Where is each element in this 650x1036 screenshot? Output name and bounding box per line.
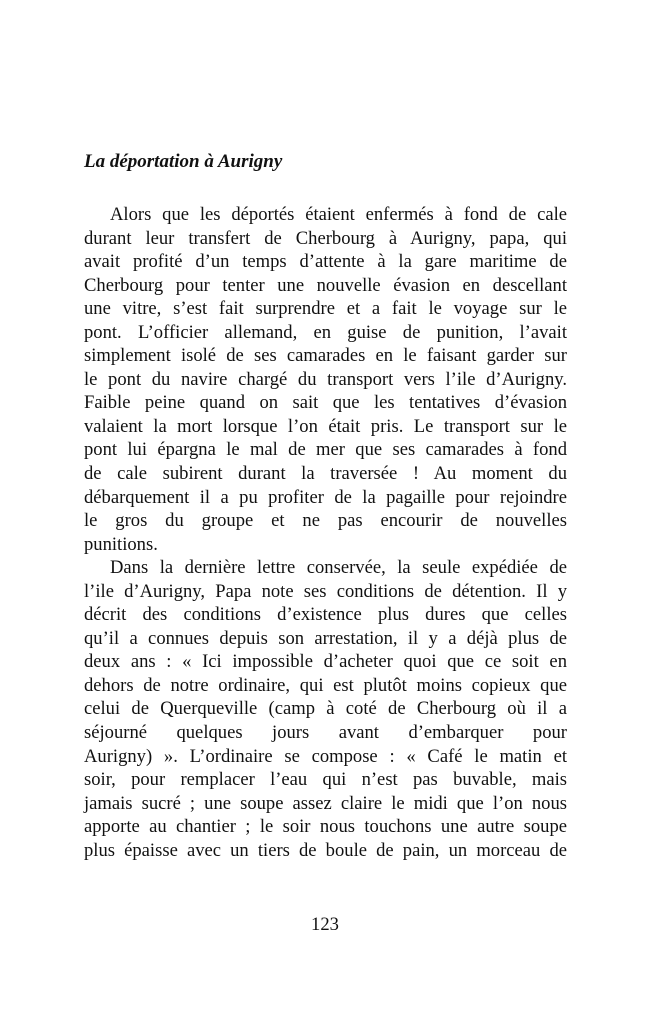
text-line: plus épaisse avec un tiers de boule de pain, un morceau de bbox=[84, 839, 567, 861]
text-line: apporte au chantier ; le soir nous touchons une autre soupe bbox=[84, 816, 567, 838]
text-line: pont. L’officier allemand, en guise de punition, l’avait bbox=[84, 321, 567, 343]
text-line: l’ile d’Aurigny, Papa note ses conditions de détention. Il y bbox=[84, 580, 567, 602]
body-text bbox=[84, 203, 567, 862]
text-line: Faible peine quand on sait que les tentatives d’évasion bbox=[84, 392, 567, 414]
text-line: qu’il a connues depuis son arrestation, il y a déjà plus de bbox=[84, 627, 567, 649]
text-line: décrit des conditions d’existence plus dures que celles bbox=[84, 604, 567, 626]
text-line: le gros du groupe et ne pas encourir de nouvelles bbox=[84, 510, 567, 532]
text-line: séjourné quelques jours avant d’embarquer pour bbox=[84, 722, 567, 744]
text-line: celui de Querqueville (camp à coté de Cherbourg où il a bbox=[84, 698, 567, 720]
text-line: punitions. bbox=[84, 533, 158, 555]
text-line: Aurigny) ». L’ordinaire se compose : « Café le matin et bbox=[84, 745, 567, 767]
text-line: Dans la dernière lettre conservée, la seule expédiée de bbox=[110, 557, 567, 579]
text-line: deux ans : « Ici impossible d’acheter quoi que ce soit en bbox=[84, 651, 567, 673]
text-line: Cherbourg pour tenter une nouvelle évasion en descellant bbox=[84, 274, 567, 296]
text-line: une vitre, s’est fait surprendre et a fait le voyage sur le bbox=[84, 298, 567, 320]
text-line: de cale subirent durant la traversée ! Au moment du bbox=[84, 463, 567, 485]
page-number: 123 bbox=[311, 914, 339, 935]
text-line: soir, pour remplacer l’eau qui n’est pas buvable, mais bbox=[84, 769, 567, 791]
text-line: dehors de notre ordinaire, qui est plutôt moins copieux que bbox=[84, 674, 567, 696]
text-line: pont lui épargna le mal de mer que ses camarades à fond bbox=[84, 439, 567, 461]
section-heading: La déportation à Aurigny bbox=[84, 151, 283, 172]
text-line: simplement isolé de ses camarades en le faisant garder sur bbox=[84, 345, 567, 367]
text-line: jamais sucré ; une soupe assez claire le midi que l’on nous bbox=[84, 792, 567, 814]
text-line: Alors que les déportés étaient enfermés à fond de cale bbox=[110, 204, 567, 225]
text-line: durant leur transfert de Cherbourg à Aurigny, papa, qui bbox=[84, 227, 567, 249]
text-line: avait profité d’un temps d’attente à la gare maritime de bbox=[84, 251, 567, 273]
text-line: le pont du navire chargé du transport vers l’ile d’Aurigny. bbox=[84, 368, 567, 390]
text-line: valaient la mort lorsque l’on était pris. Le transport sur le bbox=[84, 415, 567, 437]
text-line: débarquement il a pu profiter de la pagaille pour rejoindre bbox=[84, 486, 567, 508]
